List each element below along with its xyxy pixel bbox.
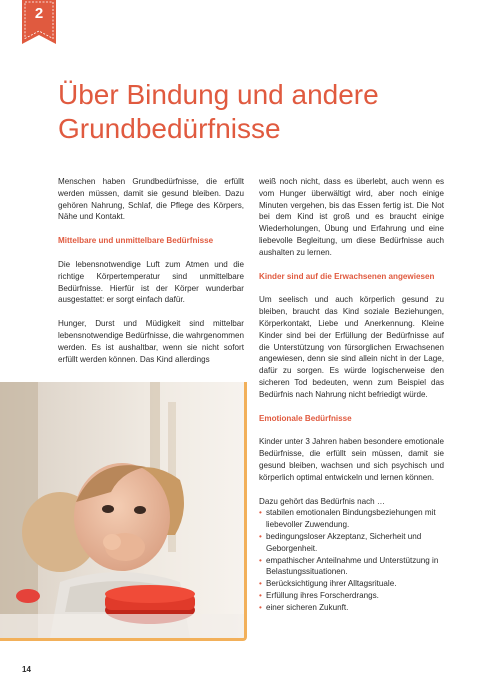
paragraph-continuation: weiß noch nicht, dass es überlebt, auch wenn es vom Hunger überwältigt wird, aber noch einige Minuten vergehen, bis das Essen fertig ist. Die Not bei dem Kind ist groß und es braucht einige Wiederholungen, Übung und Erfahrung und eine liebevolle Begleitung, um diese Bedürfnisse auch aushalten zu lernen. [259,177,444,257]
page-number: 14 [22,665,31,674]
paragraph-emotionale: Kinder unter 3 Jahren haben besondere emotionale Bedürfnisse, die erfüllt sein müssen, damit sie gesund bleiben, wachsen und sich psychisch und körperlich optimal entwickeln und lernen können. [259,437,444,482]
list-item: • stabilen emotionalen Bindungsbeziehungen mit liebevoller Zuwendung. [259,507,444,531]
list-item: • einer sicheren Zukunft. [259,602,444,614]
child-eating-photo [0,382,247,641]
intro-paragraph: Menschen haben Grundbedürfnisse, die erfüllt werden müssen, damit sie gesund bleiben. Dazu gehören Nahrung, Schlaf, die Pflege des Körpers, Nähe und Kontakt. [58,177,244,222]
list-item: • Erfüllung ihres Forscherdrangs. [259,590,444,602]
right-column [259,176,444,614]
section-heading-erwachsene: Kinder sind auf die Erwachsenen angewiesen [259,271,435,281]
chapter-number: 2 [34,5,44,22]
paragraph-erwachsene: Um seelisch und auch körperlich gesund zu bleiben, braucht das Kind soziale Beziehungen, Körperkontakt, Liebe und Anerkennung. Kleine Kinder sind bei der Erfüllung der Bedürfnisse auf die Unterstützung von fürsorglichen Erwachsenen angewiesen, denn sie sind allein nicht in der Lage, dafür zu sorgen. Es würde logischerweise den sicheren Tod bedeuten, wenn zum Beispiel das Bedürfnis nach Nahrung nicht befriedigt würde. [259,295,444,399]
list-item: • bedingungsloser Akzeptanz, Sicherheit und Geborgenheit. [259,531,444,555]
page-title: Über Bindung und andere Grundbedürfnisse [58,79,379,144]
section-heading-emotionale: Emotionale Bedürfnisse [259,413,352,423]
list-intro: Dazu gehört das Bedürfnis nach … [259,496,385,506]
toddler-illustration [0,382,244,638]
paragraph-unmittelbare: Die lebensnotwendige Luft zum Atmen und die richtige Körpertemperatur sind unmittelbare Bedürfnisse. Hierfür ist der Körper wunderbar ausgestattet: er sorgt einfach dafür. [58,259,244,305]
section-heading-mittelbare: Mittelbare und unmittelbare Bedürfnisse [58,236,214,246]
chapter-tab [22,0,56,44]
left-column [58,176,244,377]
list-item: • empathischer Anteilnahme und Unterstützung in Belastungssituationen. [259,555,444,579]
needs-list [259,507,444,613]
paragraph-mittelbare: Hunger, Durst und Müdigkeit sind mittelbar lebensnotwendige Bedürfnisse, die wahrgenommen werden. Es ist aushaltbar, wenn sie nicht sofort erfüllt werden können. Das Kind allerdings [58,319,244,364]
list-item: • Berücksichtigung ihrer Alltagsrituale. [259,578,444,590]
